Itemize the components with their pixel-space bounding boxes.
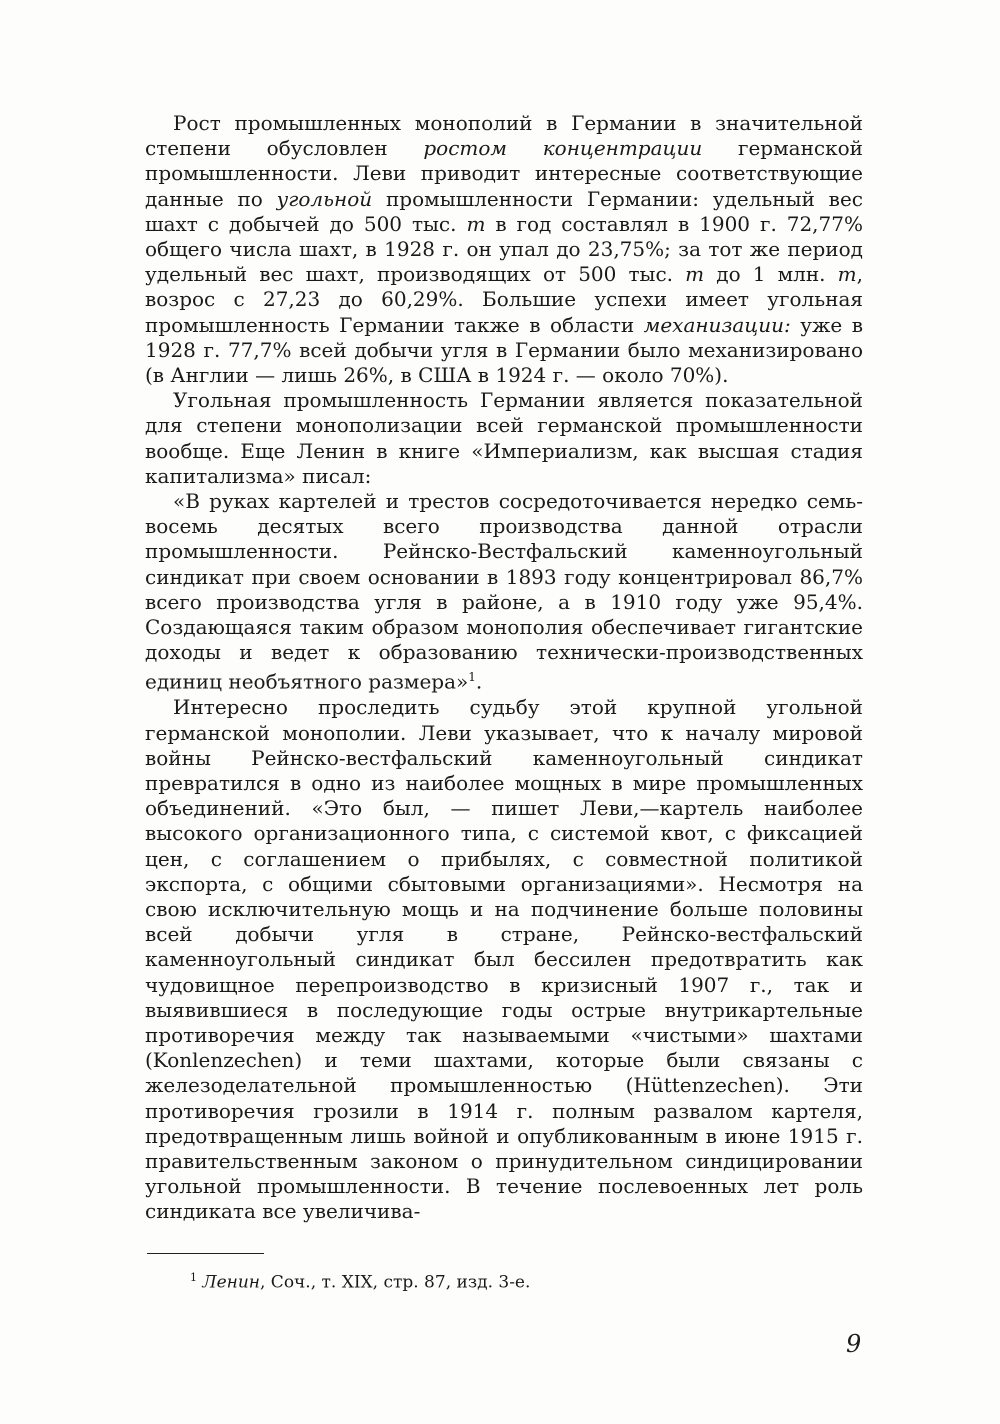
paragraph-4: Интересно проследить судьбу этой крупной угольной германской монополии. Леви указывает, что к началу мировой войны Рейнско-вестфальский каменноугольный синдикат превратился в одно из наиболее мощных в мире промышленных объединений. «Это был, — пишет Леви,—картель наиболее высокого организационного типа, с системой квот, с фиксацией цен, с соглашением о прибылях, с совместной политикой экспорта, с общими сбытовыми организациями». Несмотря на свою исключительную мощь и на подчинение больше половины всей добычи угля в стране, Рейнско-вестфальский каменноугольный синдикат был бессилен предотвратить как чудовищное перепроизводство в кризисный 1907 г., так и выявившиеся в последующие годы острые внутрикартельные противоречия между так называемыми «чистыми» шахтами (Konlenzechen) и теми шахтами, которые были связаны с железоделательной промышленностью (Hüttenzechen). Эти противоречия грозили в 1914 г. полным развалом картеля, предотвращенным лишь войной и опубликованным в июне 1915 г. правительственным законом о принудительном синдицировании угольной промышленности. В течение послевоенных лет роль синдиката все увеличива-	[145, 695, 863, 1224]
footnote-author: Ленин	[202, 1272, 260, 1293]
page-number: 9	[846, 1330, 862, 1358]
lenin-quote: «В руках картелей и трестов сосредоточивается нередко семь-восемь десятых всего производства данной отрасли промышленности. Рейнско-Вестфальский каменноугольный синдикат при своем основании в 1893 году концентрировал 86,7% всего производства угля в районе, а в 1910 году уже 95,4%. Создающаяся таким образом монополия обеспечивает гигантские доходы и ведет к образованию технически-производственных единиц необъятного размера»$^1$.	[145, 489, 863, 695]
paragraph-2: Угольная промышленность Германии является показательной для степени монополизации всей германской промышленности вообще. Еще Ленин в книге «Империализм, как высшая стадия капитализма» писал:	[145, 388, 863, 488]
footnote-divider	[147, 1253, 264, 1254]
footnote-reference: 1	[468, 670, 476, 685]
footnote-source: , Соч., т. XIX, стр. 87, изд. 3-е.	[260, 1272, 531, 1293]
paragraph-1: Рост промышленных монополий в Германии в значительной степени обусловлен ростом концентрации германской промышленности. Леви приводит интересные соответствующие данные по угольной промышленности Германии: удельный вес шахт с добычей до 500 тыс. т в год составлял в 1900 г. 72,77% общего числа шахт, в 1928 г. он упал до 23,75%; за тот же период удельный вес шахт, производящих от 500 тыс. т до 1 млн. т, возрос с 27,23 до 60,29%. Большие успехи имеет угольная промышленность Германии также в области механизации: уже в 1928 г. 77,7% всей добычи угля в Германии было механизировано (в Англии — лишь 26%, в США в 1924 г. — около 70%).	[145, 111, 863, 388]
footnote	[190, 1267, 790, 1294]
footnote-marker: 1	[190, 1271, 197, 1284]
body-text	[145, 111, 863, 1225]
